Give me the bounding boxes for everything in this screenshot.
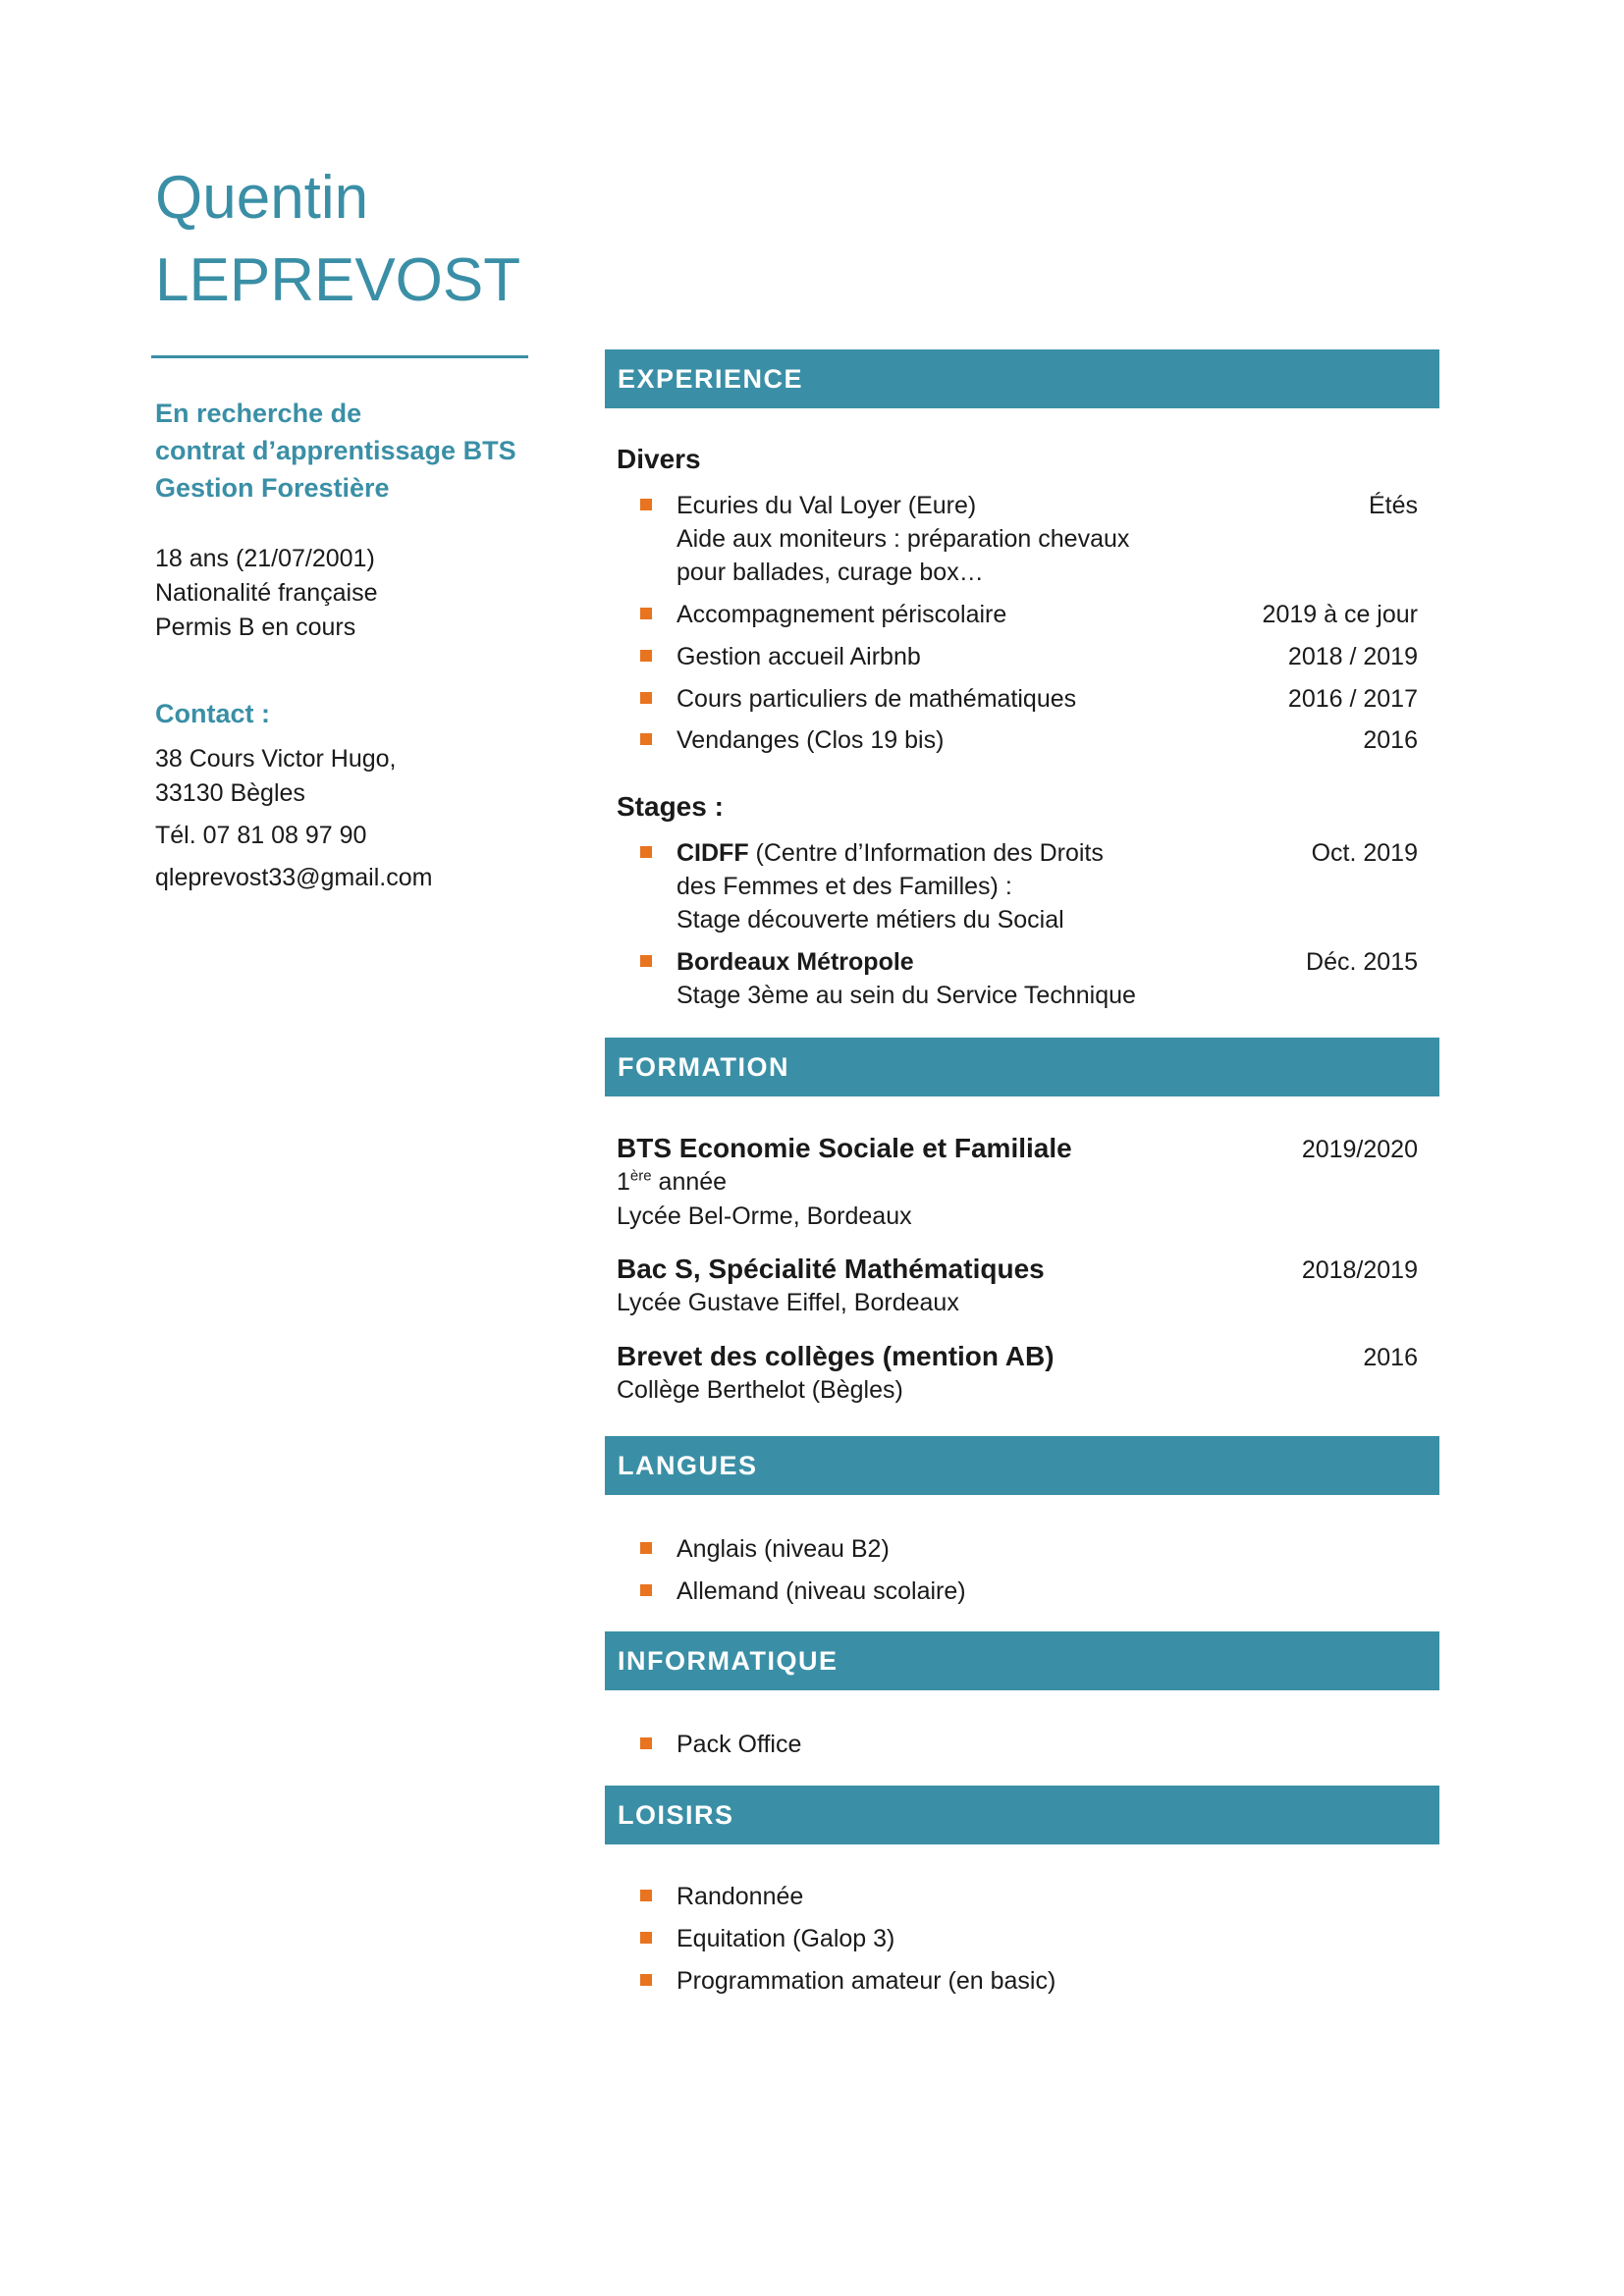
divers-title: Divers xyxy=(617,444,701,474)
hobby: Programmation amateur (en basic) xyxy=(677,1967,1056,1995)
email-address: qleprevost33@gmail.com xyxy=(155,864,433,891)
address-line-1: 38 Cours Victor Hugo, xyxy=(155,745,397,773)
formation-header: FORMATION xyxy=(605,1038,1439,1096)
school-name: Lycée Gustave Eiffel, Bordeaux xyxy=(617,1289,959,1316)
item-line: Aide aux moniteurs : préparation chevaux xyxy=(677,525,1130,553)
item-date: 2018 / 2019 xyxy=(1287,643,1418,670)
contact-title: Contact : xyxy=(155,699,270,728)
bullet-icon xyxy=(640,733,652,745)
bullet-icon xyxy=(640,608,652,619)
it-skill: Pack Office xyxy=(677,1731,802,1758)
age: 18 ans (21/07/2001) xyxy=(155,545,375,572)
item-line: Cours particuliers de mathématiques xyxy=(677,685,1077,713)
bullet-icon xyxy=(640,650,652,662)
goal-line: contrat d’apprentissage BTS xyxy=(155,436,516,465)
diploma-year-level: 1ère année xyxy=(617,1167,728,1196)
language: Anglais (niveau B2) xyxy=(677,1535,890,1563)
first-name: Quentin xyxy=(155,164,369,232)
address-line-2: 33130 Bègles xyxy=(155,779,305,807)
item-line: Accompagnement périscolaire xyxy=(677,601,1007,628)
item-line: Gestion accueil Airbnb xyxy=(677,643,921,670)
item-line: Stage découverte métiers du Social xyxy=(677,906,1064,934)
item-date: Oct. 2019 xyxy=(1311,839,1418,867)
loisirs-header: LOISIRS xyxy=(605,1786,1439,1844)
item-line: pour ballades, curage box… xyxy=(677,559,984,586)
item-line: Stage 3ème au sein du Service Technique xyxy=(677,982,1136,1009)
goal-line: Gestion Forestière xyxy=(155,473,390,503)
last-name: LEPREVOST xyxy=(155,246,521,314)
name-divider xyxy=(151,355,528,358)
school-name: Collège Berthelot (Bègles) xyxy=(617,1376,903,1404)
education-date: 2019/2020 xyxy=(1301,1136,1418,1163)
informatique-header: INFORMATIQUE xyxy=(605,1631,1439,1690)
item-line: Vendanges (Clos 19 bis) xyxy=(677,726,945,754)
bullet-icon xyxy=(640,955,652,967)
nationality: Nationalité française xyxy=(155,579,378,607)
bullet-icon xyxy=(640,692,652,704)
stages-title: Stages : xyxy=(617,791,724,822)
bullet-icon xyxy=(640,1584,652,1596)
personal-info xyxy=(155,542,378,645)
goal-line: En recherche de xyxy=(155,399,362,428)
item-date: 2016 / 2017 xyxy=(1287,685,1418,713)
bullet-icon xyxy=(640,846,652,858)
career-goal xyxy=(155,395,548,507)
diploma-title: BTS Economie Sociale et Familiale xyxy=(617,1133,1072,1163)
item-date: 2019 à ce jour xyxy=(1262,601,1418,628)
hobby: Equitation (Galop 3) xyxy=(677,1925,895,1952)
diploma-title: Brevet des collèges (mention AB) xyxy=(617,1341,1055,1371)
school-name: Lycée Bel-Orme, Bordeaux xyxy=(617,1202,912,1230)
hobby: Randonnée xyxy=(677,1883,804,1910)
education-item xyxy=(617,1339,1418,1408)
stage-company: CIDFF xyxy=(677,839,749,867)
driving-licence: Permis B en cours xyxy=(155,614,356,641)
contact-block xyxy=(155,742,432,895)
bullet-icon xyxy=(640,1932,652,1944)
education-item xyxy=(617,1252,1418,1320)
item-date: Étés xyxy=(1368,492,1418,519)
item-line: Ecuries du Val Loyer (Eure) xyxy=(677,492,977,519)
bullet-icon xyxy=(640,1542,652,1554)
diploma-title: Bac S, Spécialité Mathématiques xyxy=(617,1254,1045,1284)
item-date: Déc. 2015 xyxy=(1306,948,1418,976)
language: Allemand (niveau scolaire) xyxy=(677,1577,966,1605)
phone-number: Tél. 07 81 08 97 90 xyxy=(155,822,367,849)
candidate-name xyxy=(155,157,520,322)
bullet-icon xyxy=(640,1737,652,1749)
bullet-icon xyxy=(640,499,652,510)
education-date: 2016 xyxy=(1363,1344,1418,1371)
bullet-icon xyxy=(640,1974,652,1986)
stage-company: Bordeaux Métropole xyxy=(677,948,914,976)
education-date: 2018/2019 xyxy=(1301,1256,1418,1284)
item-line: des Femmes et des Familles) : xyxy=(677,873,1012,900)
stage-company-detail: (Centre d’Information des Droits xyxy=(748,839,1104,867)
bullet-icon xyxy=(640,1890,652,1901)
langues-header: LANGUES xyxy=(605,1436,1439,1495)
experience-header: EXPERIENCE xyxy=(605,349,1439,408)
education-item xyxy=(617,1131,1418,1234)
item-date: 2016 xyxy=(1363,726,1418,754)
